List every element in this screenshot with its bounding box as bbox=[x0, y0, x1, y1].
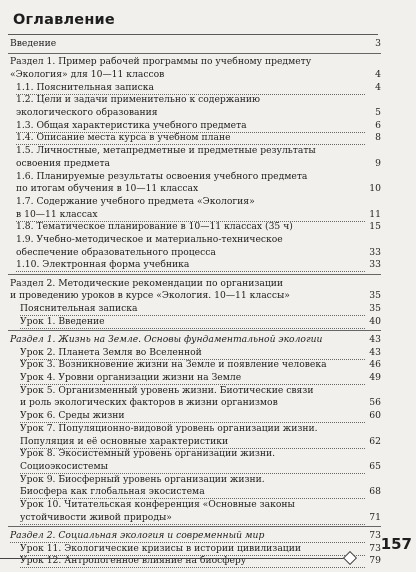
toc-entry-title: Урок 9. Биосферный уровень организации жизни. bbox=[20, 473, 265, 485]
toc-entry-title: устойчивости живой природы» bbox=[20, 512, 365, 525]
toc-entry[interactable] bbox=[0, 247, 381, 260]
toc-entry[interactable] bbox=[0, 56, 381, 69]
toc-entry-page: 62 bbox=[369, 435, 381, 447]
toc-entry-page: 15 bbox=[369, 221, 381, 233]
toc-entry[interactable] bbox=[0, 94, 381, 107]
toc-entry-page: 49 bbox=[369, 372, 381, 383]
toc-entry-page: 6 bbox=[375, 119, 381, 131]
toc-entry-title: Биосфера как глобальная экосистема bbox=[20, 486, 365, 499]
toc-entry-title: Урок 2. Планета Земля во Вселенной bbox=[20, 347, 365, 360]
toc-entry[interactable] bbox=[0, 499, 381, 512]
toc-entry-title: Раздел 1. Пример рабочей программы по учебному предмету bbox=[10, 56, 312, 68]
toc-entry[interactable] bbox=[0, 334, 381, 347]
toc-entry-title: 1.10. Электронная форма учебника bbox=[16, 259, 365, 272]
toc-entry-title: Урок 8. Экосистемный уровень организации жизни. bbox=[20, 448, 276, 460]
toc-entry[interactable] bbox=[0, 543, 381, 556]
toc-entry[interactable] bbox=[0, 436, 381, 449]
toc-entry-title: Урок 4. Уровни организации жизни на Земле bbox=[20, 372, 365, 385]
toc-entry[interactable] bbox=[0, 423, 381, 436]
toc-entry-title: Урок 12. Антропогенное влияние на биосферу bbox=[20, 555, 365, 568]
toc-entry-page: 35 bbox=[369, 290, 381, 302]
toc-entry-page: 9 bbox=[375, 157, 381, 169]
toc-entry[interactable] bbox=[0, 107, 381, 120]
toc-entry[interactable] bbox=[0, 158, 381, 171]
toc-entry-title: обеспечение образовательного процесса bbox=[16, 246, 216, 258]
toc-entry-title: 1.3. Общая характеристика учебного предмета bbox=[16, 120, 365, 133]
toc-entry-page: 71 bbox=[369, 511, 381, 523]
toc-entry-title: и роль экологических факторов в жизни организмов bbox=[20, 397, 278, 409]
toc-entry-title: 1.7. Содержание учебного предмета «Экология» bbox=[16, 195, 255, 207]
toc-entry-page: 68 bbox=[369, 486, 381, 498]
toc-entry[interactable] bbox=[0, 132, 381, 145]
toc-entry-page: 56 bbox=[369, 397, 381, 409]
toc-entry-title: освоения предмета bbox=[16, 157, 111, 169]
toc-entry[interactable] bbox=[0, 385, 381, 398]
toc-entry[interactable] bbox=[0, 69, 381, 82]
toc-entry[interactable] bbox=[0, 209, 381, 222]
toc-entry[interactable] bbox=[0, 474, 381, 487]
toc-entry-title: 1.2. Цели и задачи применительно к содержанию bbox=[16, 94, 260, 106]
toc-entry[interactable] bbox=[0, 278, 381, 291]
toc-entry-page: 33 bbox=[369, 246, 381, 258]
toc-entry[interactable] bbox=[0, 196, 381, 209]
toc-entry-title: Социоэкосистемы bbox=[20, 461, 365, 474]
toc-entry[interactable] bbox=[0, 372, 381, 385]
section-divider bbox=[8, 274, 381, 275]
toc-entry-title: 1.5. Личностные, метапредметные и предметные результаты bbox=[16, 145, 316, 157]
toc-entry-title: в 10—11 классах bbox=[16, 209, 365, 222]
toc-entry-title: Введение bbox=[10, 38, 57, 49]
toc-entry-title: Урок 7. Популяционно-видовой уровень организации жизни. bbox=[20, 422, 318, 434]
page-title: Оглавление bbox=[13, 12, 115, 28]
toc-entry[interactable] bbox=[0, 359, 381, 372]
toc-entry-title: Урок 3. Возникновение жизни на Земле и появление человека bbox=[20, 359, 327, 371]
toc-entry-page: 43 bbox=[369, 333, 381, 345]
page-number: 157 bbox=[380, 535, 412, 553]
toc-entry-title: Раздел 2. Социальная экология и современный мир bbox=[10, 530, 365, 543]
toc-entry-page: 8 bbox=[375, 132, 381, 144]
toc-entry-page: 4 bbox=[375, 81, 381, 93]
toc-entry-page: 46 bbox=[369, 359, 381, 371]
toc-entry-title: Раздел 2. Методические рекомендации по организации bbox=[10, 277, 284, 289]
toc-entry-page: 10 bbox=[369, 183, 381, 195]
toc-entry[interactable] bbox=[0, 448, 381, 461]
toc-entry-page: 33 bbox=[369, 259, 381, 271]
toc-entry-title: Урок 1. Введение bbox=[20, 316, 365, 329]
toc-entry-title: Урок 11. Экологические кризисы в истории цивилизации bbox=[20, 543, 365, 556]
toc-entry-title: Урок 6. Среды жизни bbox=[20, 410, 365, 423]
toc-entry[interactable] bbox=[0, 486, 381, 499]
toc-entry[interactable] bbox=[0, 171, 381, 184]
toc-entry-page: 65 bbox=[369, 460, 381, 472]
toc-entry[interactable] bbox=[0, 397, 381, 410]
toc-entry-page: 5 bbox=[375, 107, 381, 118]
toc-entry[interactable] bbox=[0, 120, 381, 133]
section-divider bbox=[8, 526, 381, 527]
toc-entry-title: 1.9. Учебно-методическое и материально-техническое bbox=[16, 234, 283, 245]
footer-rule bbox=[0, 558, 348, 559]
toc-entry[interactable] bbox=[0, 461, 381, 474]
toc-entry[interactable] bbox=[0, 316, 381, 329]
toc-entry-page: 40 bbox=[369, 315, 381, 327]
toc-entry-title: «Экология» для 10—11 классов bbox=[10, 68, 165, 80]
toc-entry-page: 73 bbox=[369, 542, 381, 554]
toc-entry-title: Урок 10. Читательская конференция «Основные законы bbox=[20, 499, 295, 510]
toc-entry-title: Пояснительная записка bbox=[20, 303, 365, 316]
toc-entry[interactable] bbox=[0, 38, 381, 51]
toc-entry-page: 35 bbox=[369, 303, 381, 314]
toc-entry-title: Раздел 1. Жизнь на Земле. Основы фундаментальной экологии bbox=[10, 333, 323, 345]
section-divider bbox=[8, 53, 381, 54]
toc-entry-title: 1.8. Тематическое планирование в 10—11 классах (35 ч) bbox=[16, 221, 293, 233]
toc-entry-page: 60 bbox=[369, 410, 381, 422]
toc-entry[interactable] bbox=[0, 303, 381, 316]
toc-entry[interactable] bbox=[0, 530, 381, 543]
toc-entry[interactable] bbox=[0, 183, 381, 196]
toc-entry-page: 4 bbox=[375, 68, 381, 80]
toc-entry-title: 1.6. Планируемые результаты освоения учебного предмета bbox=[16, 170, 308, 182]
toc-entry-page: 11 bbox=[369, 208, 381, 220]
toc-entry[interactable] bbox=[0, 82, 381, 95]
toc-entry-title: и проведению уроков в курсе «Экология. 10—11 классы» bbox=[10, 290, 290, 302]
toc-entry-title: экологического образования bbox=[16, 107, 158, 118]
toc-entry[interactable] bbox=[0, 512, 381, 525]
toc-entry-page: 79 bbox=[369, 555, 381, 567]
toc-entry[interactable] bbox=[0, 347, 381, 360]
toc-entry[interactable] bbox=[0, 259, 381, 272]
toc-entry-page: 3 bbox=[375, 38, 381, 49]
toc-entry-title: по итогам обучения в 10—11 классах bbox=[16, 183, 199, 195]
toc-entry-title: 1.1. Пояснительная записка bbox=[16, 82, 365, 95]
toc-entry[interactable] bbox=[0, 290, 381, 303]
toc-entry-title: 1.4. Описание места курса в учебном плане bbox=[16, 132, 365, 145]
toc-entry[interactable] bbox=[0, 234, 381, 247]
toc-entry-title: Популяция и её основные характеристики bbox=[20, 436, 365, 449]
toc-entry-title: Урок 5. Организменный уровень жизни. Биотические связи bbox=[20, 384, 314, 396]
toc-entry-page: 43 bbox=[369, 346, 381, 358]
toc-entry[interactable] bbox=[0, 145, 381, 158]
toc-entry-page: 73 bbox=[369, 529, 381, 541]
toc-entry[interactable] bbox=[0, 410, 381, 423]
section-divider bbox=[8, 330, 381, 331]
toc-entry[interactable] bbox=[0, 221, 381, 234]
